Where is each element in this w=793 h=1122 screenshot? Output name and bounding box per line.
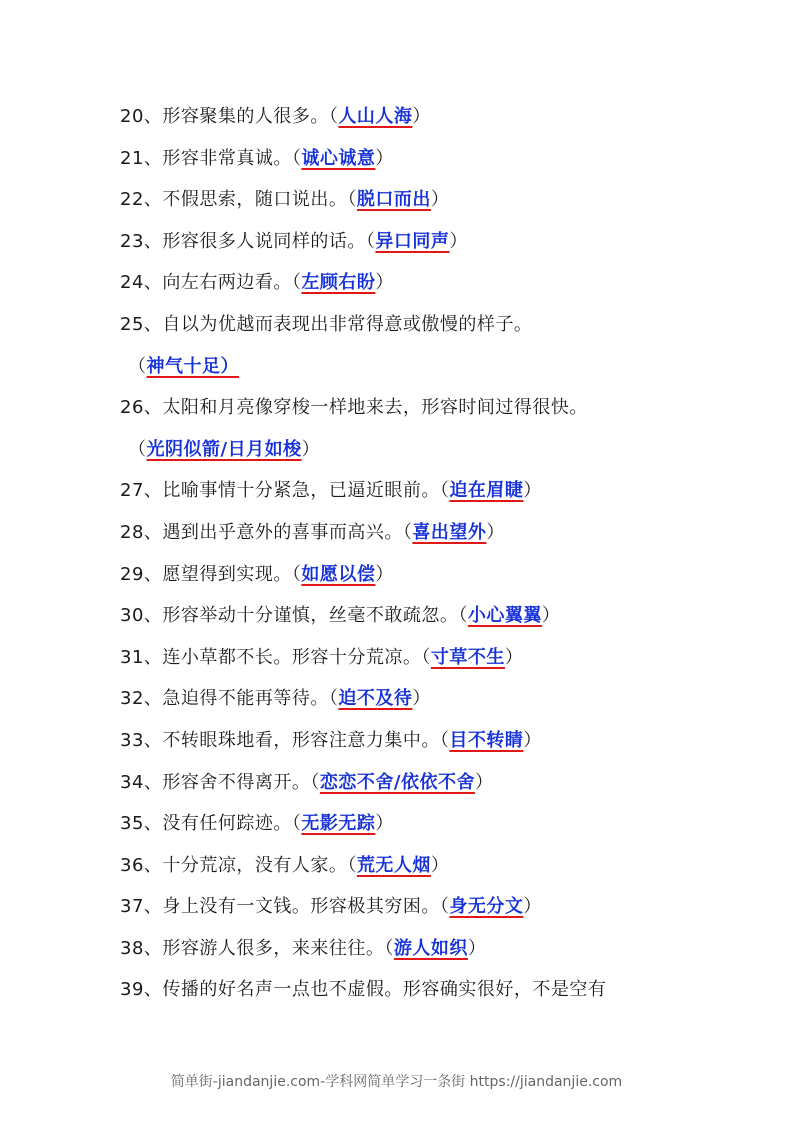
close-paren: ） bbox=[375, 563, 394, 585]
idiom-question bbox=[120, 891, 720, 933]
idiom-answer: 人山人海 bbox=[338, 106, 413, 127]
idiom-question bbox=[120, 850, 720, 892]
idiom-answer: 小心翼翼 bbox=[467, 605, 542, 627]
idiom-question bbox=[120, 642, 720, 684]
question-text: 29、愿望得到实现。（ bbox=[120, 563, 302, 585]
close-paren: ） bbox=[375, 272, 394, 294]
close-paren: ） bbox=[449, 230, 468, 252]
idiom-question bbox=[120, 725, 720, 767]
idiom-question bbox=[120, 559, 720, 601]
idiom-question bbox=[120, 143, 720, 185]
close-paren: ） bbox=[486, 521, 505, 543]
close-paren: ） bbox=[412, 688, 431, 710]
idiom-answer: 神气十足） bbox=[146, 355, 239, 377]
close-paren: ） bbox=[504, 646, 524, 668]
idiom-question bbox=[120, 933, 720, 975]
question-text: 23、形容很多人说同样的话。（ bbox=[120, 230, 376, 252]
idiom-question bbox=[120, 683, 720, 725]
idiom-answer: 异口同声 bbox=[375, 230, 450, 252]
idiom-question bbox=[120, 974, 720, 1016]
page-footer: 简单街-jiandanjie.com-学科网简单学习一条街 https://jiandanjie.com bbox=[170, 1074, 623, 1090]
idiom-answer: 恋恋不舍/依依不舍 bbox=[319, 771, 475, 793]
question-text: 27、比喻事情十分紧急，已逼近眼前。（ bbox=[120, 480, 450, 502]
idiom-answer: 如愿以偿 bbox=[301, 563, 376, 585]
question-text: 20、形容聚集的人很多。（ bbox=[120, 106, 339, 127]
idiom-answer: 身无分文 bbox=[449, 896, 524, 918]
idiom-question bbox=[120, 267, 720, 309]
close-paren: ） bbox=[375, 147, 394, 169]
idiom-question bbox=[120, 767, 720, 809]
idiom-question bbox=[120, 184, 720, 226]
close-paren: ） bbox=[523, 729, 542, 751]
question-text: 33、不转眼珠地看，形容注意力集中。（ bbox=[120, 729, 450, 751]
question-text: 37、身上没有一文钱。形容极其穷困。（ bbox=[120, 896, 450, 918]
idiom-answer: 游人如织 bbox=[393, 937, 468, 959]
question-text: 32、急迫得不能再等待。（ bbox=[120, 688, 339, 710]
question-text: 28、遇到出乎意外的喜事而高兴。（ bbox=[120, 521, 413, 543]
close-paren: ） bbox=[523, 896, 542, 918]
question-text: 24、向左右两边看。（ bbox=[120, 272, 302, 294]
open-paren: （ bbox=[128, 355, 147, 377]
idiom-answer: 迫不及待 bbox=[338, 688, 413, 710]
idiom-question bbox=[120, 517, 720, 559]
close-paren: ） bbox=[523, 480, 542, 502]
close-paren: ） bbox=[412, 106, 431, 127]
question-text: 26、太阳和月亮像穿梭一样地来去，形容时间过得很快。 bbox=[120, 397, 588, 419]
question-text: 22、不假思索，随口说出。（ bbox=[120, 189, 357, 211]
idiom-answer: 迫在眉睫 bbox=[449, 480, 524, 502]
question-text: 30、形容举动十分谨慎，丝毫不敢疏忽。（ bbox=[120, 605, 468, 627]
open-paren: （ bbox=[128, 438, 147, 460]
idiom-answer-line bbox=[128, 351, 720, 393]
idiom-answer: 诚心诚意 bbox=[301, 147, 376, 169]
question-text: 25、自以为优越而表现出非常得意或傲慢的样子。 bbox=[120, 313, 533, 335]
idiom-answer: 喜出望外 bbox=[412, 521, 487, 543]
question-text: 35、没有任何踪迹。（ bbox=[120, 813, 302, 835]
question-text: 39、传播的好名声一点也不虚假。形容确实很好，不是空有 bbox=[120, 979, 607, 1001]
question-text: 21、形容非常真诚。（ bbox=[120, 147, 302, 169]
idiom-question bbox=[120, 392, 720, 434]
idiom-answer: 寸草不生 bbox=[430, 646, 505, 668]
idiom-list bbox=[120, 101, 720, 1016]
question-text: 36、十分荒凉，没有人家。（ bbox=[120, 854, 357, 876]
idiom-question bbox=[120, 309, 720, 351]
question-text: 38、形容游人很多，来来往往。（ bbox=[120, 937, 394, 959]
idiom-answer: 无影无踪 bbox=[301, 813, 376, 835]
close-paren: ） bbox=[467, 937, 487, 959]
close-paren: ） bbox=[375, 813, 394, 835]
idiom-question bbox=[120, 808, 720, 850]
close-paren: ） bbox=[430, 854, 450, 876]
idiom-answer: 左顾右盼 bbox=[301, 272, 376, 294]
question-text: 34、形容舍不得离开。（ bbox=[120, 771, 320, 793]
idiom-answer: 荒无人烟 bbox=[356, 854, 431, 876]
idiom-answer: 脱口而出 bbox=[356, 189, 431, 211]
idiom-answer: 目不转睛 bbox=[449, 729, 524, 751]
close-paren: ） bbox=[430, 189, 450, 211]
question-text: 31、连小草都不长。形容十分荒凉。（ bbox=[120, 646, 431, 668]
idiom-question bbox=[120, 101, 720, 143]
close-paren: ） bbox=[301, 438, 321, 460]
idiom-question bbox=[120, 226, 720, 268]
idiom-answer-line bbox=[128, 434, 720, 476]
idiom-question bbox=[120, 475, 720, 517]
close-paren: ） bbox=[541, 605, 561, 627]
idiom-question bbox=[120, 600, 720, 642]
close-paren: ） bbox=[474, 771, 494, 793]
idiom-answer: 光阴似箭/日月如梭 bbox=[146, 438, 302, 460]
